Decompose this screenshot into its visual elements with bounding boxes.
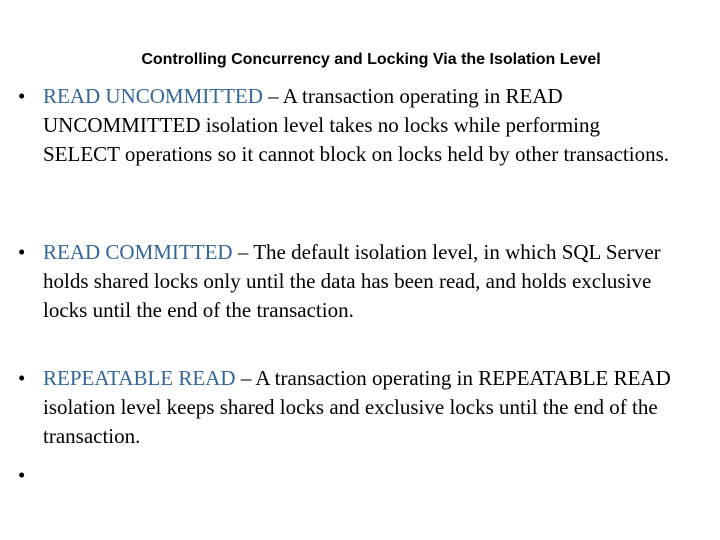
bullet-body	[43, 238, 678, 325]
bullet-text: – The default isolation level, in which SQL Server holds shared locks only until the data has been read, and holds exclusive locks until the end of the transaction.	[43, 240, 661, 322]
bullet-body	[43, 364, 678, 451]
bullet-term: READ UNCOMMITTED	[43, 84, 263, 108]
bullet-body	[43, 82, 678, 169]
bullet-dot: •	[18, 84, 26, 108]
bullet-term: REPEATABLE READ	[43, 366, 236, 390]
bullet-text: – A transaction operating in READ UNCOMMITTED isolation level takes no locks while performing SELECT operations so it cannot block on locks held by other transactions.	[43, 84, 670, 166]
bullet-read-uncommitted	[18, 82, 678, 169]
bullet-dot: •	[18, 463, 26, 487]
bullet-text: – A transaction operating in REPEATABLE READ isolation level keeps shared locks and exclusive locks until the end of the transaction.	[43, 366, 671, 448]
bullet-dot: •	[18, 240, 26, 264]
bullet-repeatable-read	[18, 364, 678, 451]
bullet-term: READ COMMITTED	[43, 240, 233, 264]
bullet-dot: •	[18, 366, 26, 390]
bullet-read-committed	[18, 238, 678, 325]
slide-title: Controlling Concurrency and Locking Via the Isolation Level	[141, 51, 601, 68]
